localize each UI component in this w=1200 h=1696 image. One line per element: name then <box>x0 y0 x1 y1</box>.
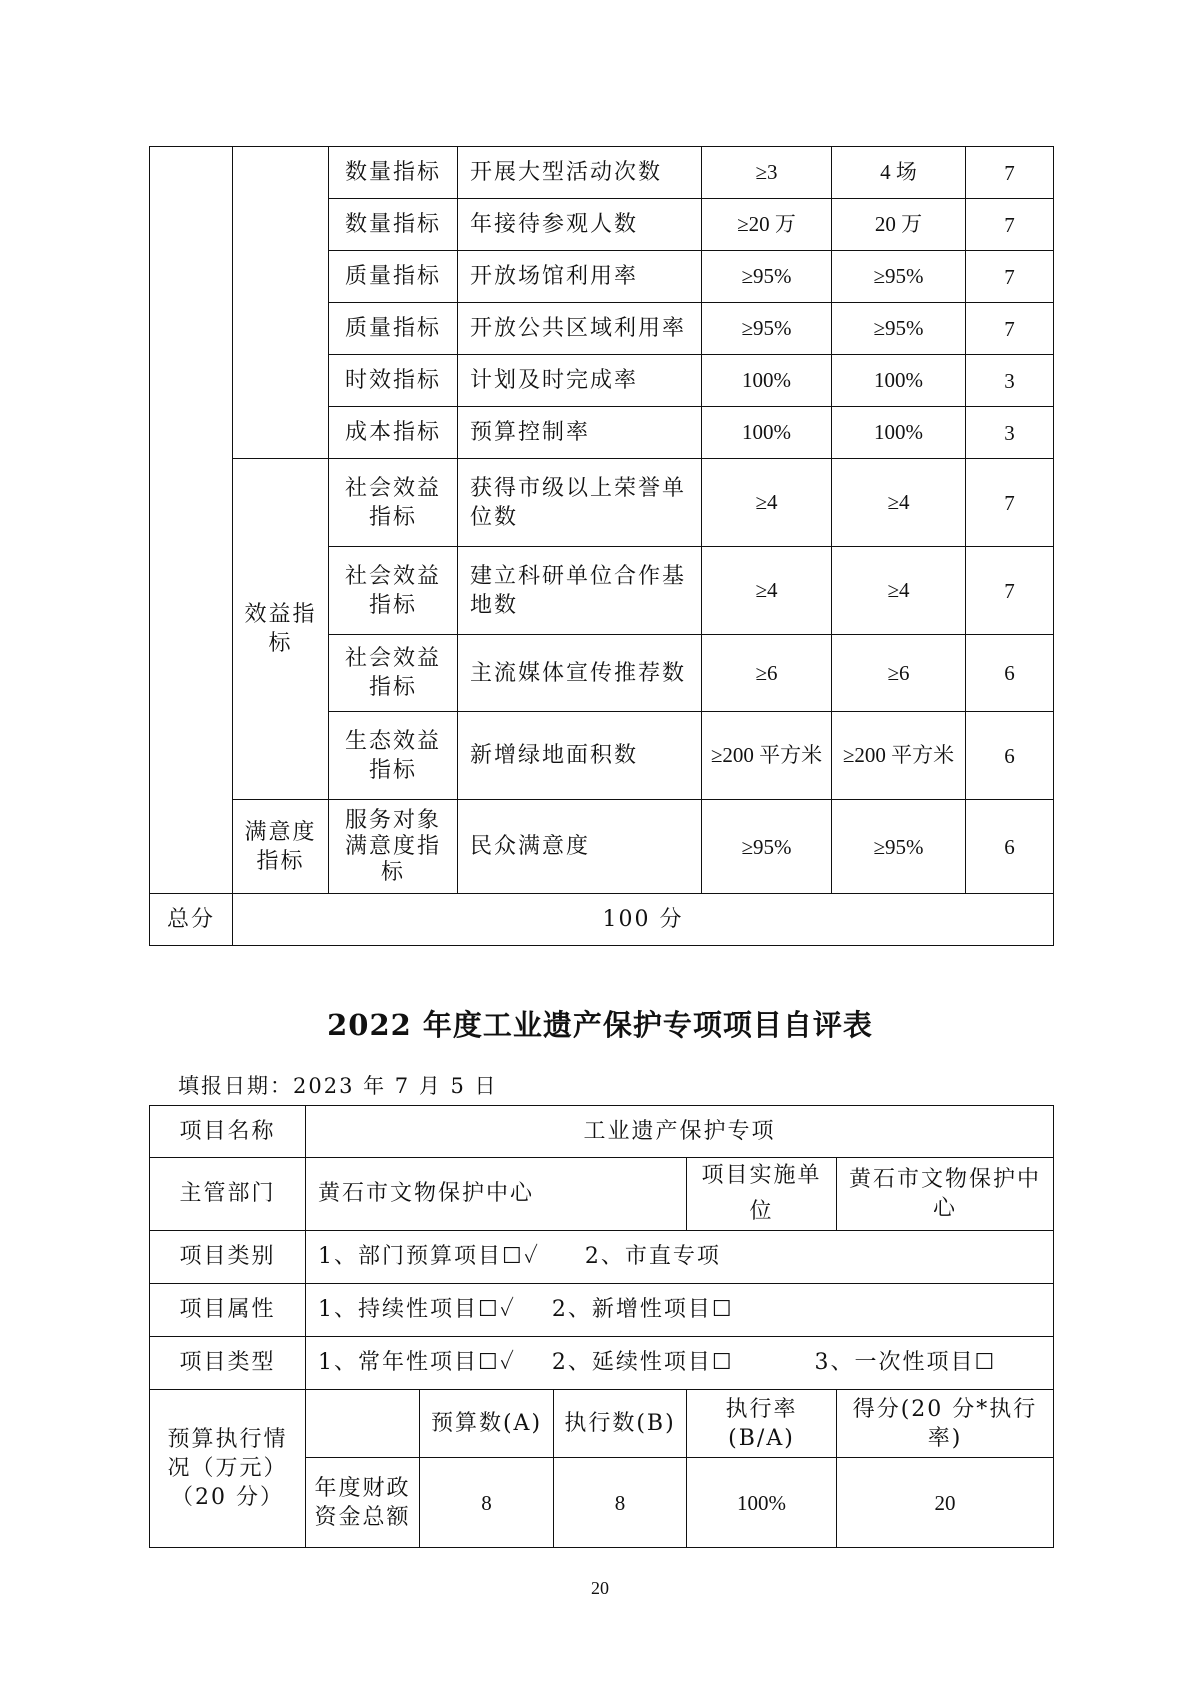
table-row <box>150 459 1054 547</box>
benefit-indicator-type: 生态效益指标 <box>329 712 458 800</box>
dept-value: 黄石市文物保护中心 <box>306 1158 687 1231</box>
output-score-value: 7 <box>966 303 1054 355</box>
budget-header-a: 预算数(A) <box>420 1390 554 1458</box>
output-indicator-type: 质量指标 <box>329 303 458 355</box>
benefit-score-value: 7 <box>966 547 1054 635</box>
output-indicator-name: 开展大型活动次数 <box>458 147 702 199</box>
table-row <box>150 800 1054 894</box>
performance-indicator-table <box>149 146 1054 946</box>
table-row <box>150 1284 1054 1337</box>
output-indicator-name: 计划及时完成率 <box>458 355 702 407</box>
benefit-indicator-name: 主流媒体宣传推荐数 <box>458 635 702 712</box>
benefit-indicator-name: 新增绿地面积数 <box>458 712 702 800</box>
output-indicator-type: 质量指标 <box>329 251 458 303</box>
benefit-indicator-label: 效益指标 <box>233 459 329 800</box>
output-target-value: ≥3 <box>702 147 832 199</box>
satisfaction-target-value: ≥95% <box>702 800 832 894</box>
satisfaction-indicator-type: 服务对象满意度指标 <box>329 800 458 894</box>
total-score-label: 总分 <box>150 894 233 946</box>
satisfaction-indicator-label: 满意度指标 <box>233 800 329 894</box>
level1-blank-cell <box>150 147 233 894</box>
fill-date: 填报日期：2023 年 7 月 5 日 <box>178 1074 498 1098</box>
category-value: 1、部门预算项目☐✓ 2、市直专项 <box>306 1231 1054 1284</box>
output-actual-value: 4 场 <box>832 147 966 199</box>
output-target-value: 100% <box>702 407 832 459</box>
benefit-score-value: 6 <box>966 712 1054 800</box>
benefit-actual-value: ≥6 <box>832 635 966 712</box>
output-indicator-type: 数量指标 <box>329 147 458 199</box>
benefit-score-value: 6 <box>966 635 1054 712</box>
table-row <box>150 1106 1054 1158</box>
benefit-indicator-type: 社会效益指标 <box>329 547 458 635</box>
budget-rate-value: 100% <box>687 1458 837 1548</box>
output-target-value: ≥95% <box>702 251 832 303</box>
benefit-target-value: ≥4 <box>702 459 832 547</box>
benefit-actual-value: ≥200 平方米 <box>832 712 966 800</box>
budget-header-rate: 执行率(B/A) <box>687 1390 837 1458</box>
page-number: 20 <box>591 1578 609 1598</box>
benefit-indicator-name: 获得市级以上荣誉单位数 <box>458 459 702 547</box>
project-name-value: 工业遗产保护专项 <box>306 1106 1054 1158</box>
benefit-target-value: ≥200 平方米 <box>702 712 832 800</box>
total-score-value: 100 分 <box>233 894 1054 946</box>
output-actual-value: ≥95% <box>832 303 966 355</box>
self-evaluation-table <box>149 1105 1054 1548</box>
kind-value: 1、常年性项目☐✓ 2、延续性项目☐ 3、一次性项目☐ <box>306 1337 1054 1390</box>
project-name-label: 项目名称 <box>150 1106 306 1158</box>
output-actual-value: ≥95% <box>832 251 966 303</box>
output-score-value: 3 <box>966 407 1054 459</box>
budget-row-label: 年度财政资金总额 <box>306 1458 420 1548</box>
table-row <box>150 1337 1054 1390</box>
form-title: 2022 年度工业遗产保护专项项目自评表 <box>327 1008 873 1042</box>
satisfaction-indicator-name: 民众满意度 <box>458 800 702 894</box>
benefit-indicator-type: 社会效益指标 <box>329 459 458 547</box>
output-target-value: ≥95% <box>702 303 832 355</box>
attribute-label: 项目属性 <box>150 1284 306 1337</box>
table-row <box>150 147 1054 199</box>
output-actual-value: 100% <box>832 407 966 459</box>
budget-score-value: 20 <box>837 1458 1054 1548</box>
budget-a-value: 8 <box>420 1458 554 1548</box>
output-indicator-type: 数量指标 <box>329 199 458 251</box>
budget-header-b: 执行数(B) <box>554 1390 687 1458</box>
benefit-indicator-type: 社会效益指标 <box>329 635 458 712</box>
output-indicator-name: 年接待参观人数 <box>458 199 702 251</box>
output-indicator-name: 开放场馆利用率 <box>458 251 702 303</box>
output-score-value: 7 <box>966 147 1054 199</box>
output-target-value: ≥20 万 <box>702 199 832 251</box>
output-target-value: 100% <box>702 355 832 407</box>
table-row <box>150 1231 1054 1284</box>
benefit-indicator-name: 建立科研单位合作基地数 <box>458 547 702 635</box>
output-level2-blank-cell <box>233 147 329 459</box>
category-label: 项目类别 <box>150 1231 306 1284</box>
output-indicator-name: 开放公共区域利用率 <box>458 303 702 355</box>
output-score-value: 7 <box>966 251 1054 303</box>
output-score-value: 3 <box>966 355 1054 407</box>
attribute-value: 1、持续性项目☐✓ 2、新增性项目☐ <box>306 1284 1054 1337</box>
benefit-score-value: 7 <box>966 459 1054 547</box>
satisfaction-score-value: 6 <box>966 800 1054 894</box>
benefit-target-value: ≥6 <box>702 635 832 712</box>
benefit-actual-value: ≥4 <box>832 459 966 547</box>
budget-corner-cell <box>306 1390 420 1458</box>
dept-label: 主管部门 <box>150 1158 306 1231</box>
output-indicator-name: 预算控制率 <box>458 407 702 459</box>
table-row <box>150 1158 1054 1231</box>
budget-label: 预算执行情况（万元）（20 分） <box>150 1390 306 1548</box>
kind-label: 项目类型 <box>150 1337 306 1390</box>
output-indicator-type: 时效指标 <box>329 355 458 407</box>
table-row <box>150 1390 1054 1458</box>
impl-label: 项目实施单位 <box>687 1158 837 1231</box>
impl-value: 黄石市文物保护中心 <box>837 1158 1054 1231</box>
benefit-target-value: ≥4 <box>702 547 832 635</box>
output-score-value: 7 <box>966 199 1054 251</box>
table-row <box>150 894 1054 946</box>
output-indicator-type: 成本指标 <box>329 407 458 459</box>
budget-header-score: 得分(20 分*执行率) <box>837 1390 1054 1458</box>
budget-b-value: 8 <box>554 1458 687 1548</box>
satisfaction-actual-value: ≥95% <box>832 800 966 894</box>
output-actual-value: 100% <box>832 355 966 407</box>
output-actual-value: 20 万 <box>832 199 966 251</box>
benefit-actual-value: ≥4 <box>832 547 966 635</box>
